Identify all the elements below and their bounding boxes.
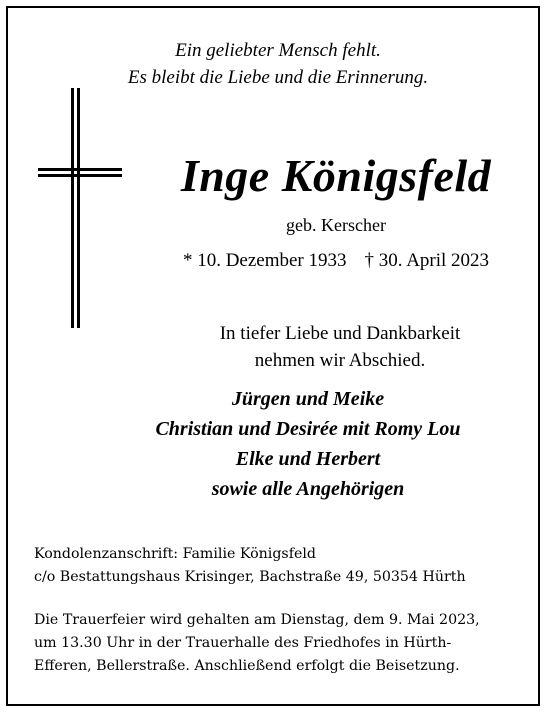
double-line-cross-icon: [36, 88, 126, 328]
ceremony-line-2: um 13.30 Uhr in der Trauerhalle des Friedhofes in Hürth-: [34, 635, 452, 651]
birth-date: * 10. Dezember 1933: [182, 250, 347, 271]
deceased-name: Inge Königsfeld: [180, 150, 492, 201]
life-dates: [136, 248, 536, 274]
condolence-address-line-2: c/o Bestattungshaus Krisinger, Bachstraße 49, 50354 Hürth: [34, 569, 466, 585]
mourner-line: sowie alle Angehörigen: [211, 478, 405, 500]
mourner-line: Elke und Herbert: [235, 448, 381, 470]
ceremony-line-1: Die Trauerfeier wird gehalten am Dienstag, dem 9. Mai 2023,: [34, 612, 480, 628]
ceremony-line-3: Efferen, Bellerstraße. Anschließend erfolgt die Beisetzung.: [34, 658, 460, 674]
condolence-address-line-1: Kondolenzanschrift: Familie Königsfeld: [34, 546, 316, 562]
farewell-line-2: nehmen wir Abschied.: [254, 350, 426, 371]
obituary-frame: [6, 6, 540, 706]
death-date: † 30. April 2023: [364, 250, 490, 271]
motto-line-1: Ein geliebter Mensch fehlt.: [175, 40, 381, 61]
mourner-line: Jürgen und Meike: [231, 388, 385, 410]
mourner-line: Christian und Desirée mit Romy Lou: [155, 418, 461, 440]
motto-line-2: Es bleibt die Liebe und die Erinnerung.: [127, 67, 429, 88]
farewell-line-1: In tiefer Liebe und Dankbarkeit: [219, 323, 461, 344]
birth-name: geb. Kerscher: [286, 215, 386, 235]
